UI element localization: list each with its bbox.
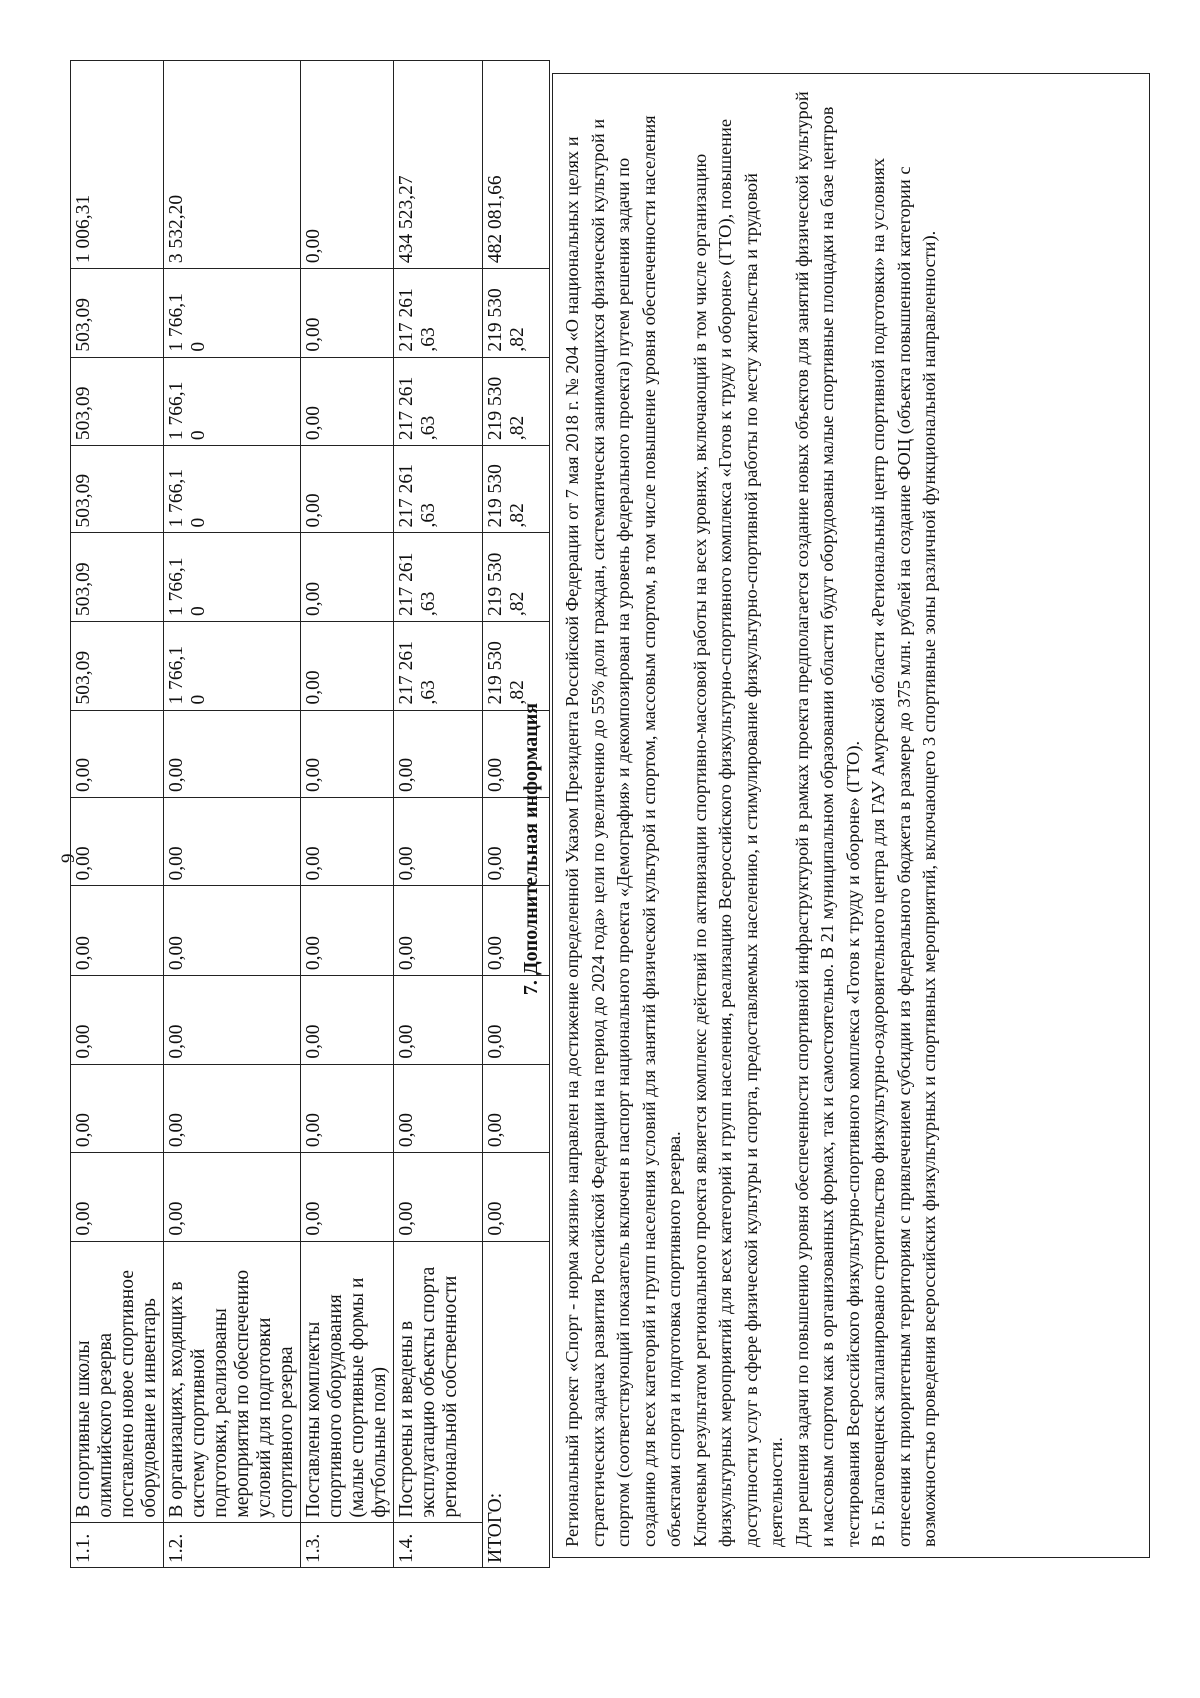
cell-value: 0,00 <box>73 1201 94 1236</box>
cell-value: 217 261 ,63 <box>396 552 439 617</box>
value-cell <box>71 1153 164 1242</box>
value-cell <box>164 61 301 269</box>
info-paragraph: Региональный проект «Спорт - норма жизни» направлен на достижение определенной Указом Президента Российской Федерации от 7 мая 2018 г. № 204 «О национальных целях и стратегических задачах развития Российской Федерации на период до 2024 года» цели по увеличению до 55% доли граждан, систематически занимающихся физической культурой и спортом (соответствующий показатель включен в паспорт национального проекта «Демография» и декомпозирован на уровень федерального проекта) путем решения задачи по созданию для всех категорий и групп населения условий для занятий физической культурой и спортом, массовым спортом, в том числе повышение уровня обеспеченности населения объектами спорта и подготовка спортивного резерва. <box>562 115 684 1547</box>
value-cell <box>394 533 483 622</box>
value-cell <box>164 1153 301 1242</box>
cell-value: 217 261 ,63 <box>396 464 439 528</box>
cell-value: 0,00 <box>303 581 324 617</box>
cell-value: 0,00 <box>485 1024 506 1059</box>
row-number: 1.1. <box>71 1522 164 1567</box>
value-cell <box>394 797 483 886</box>
row-number: 1.2. <box>164 1522 301 1567</box>
cell-value: 0,00 <box>485 757 506 792</box>
cell-value: 0,00 <box>303 493 324 528</box>
cell-value: 0,00 <box>166 935 187 971</box>
cell-value: 503,09 <box>73 562 94 617</box>
value-cell <box>71 797 164 886</box>
cell-value: 0,00 <box>73 1024 94 1059</box>
cell-value: 1 766,1 0 <box>166 469 209 528</box>
cell-value: 0,00 <box>485 1112 506 1148</box>
value-cell <box>301 976 394 1065</box>
value-cell <box>394 357 483 446</box>
cell-value: 0,00 <box>303 1112 324 1148</box>
cell-value: 0,00 <box>166 1024 187 1059</box>
value-cell <box>301 622 394 711</box>
value-cell <box>394 269 483 358</box>
cell-value: 503,09 <box>73 386 94 441</box>
cell-value: 1 766,1 0 <box>166 557 209 617</box>
cell-value: 0,00 <box>73 1112 94 1148</box>
cell-value: 219 530 ,82 <box>485 376 528 441</box>
value-cell <box>164 269 301 358</box>
value-cell <box>394 710 483 797</box>
cell-value: 0,00 <box>303 846 324 881</box>
value-cell <box>301 533 394 622</box>
value-cell <box>301 1153 394 1242</box>
value-cell <box>164 533 301 622</box>
cell-value: 3 532,20 <box>166 194 187 264</box>
value-cell <box>301 357 394 446</box>
cell-value: 0,00 <box>73 757 94 792</box>
value-cell <box>164 357 301 446</box>
cell-value: 1 766,1 0 <box>166 381 209 441</box>
cell-value: 0,00 <box>166 1201 187 1236</box>
cell-value: 434 523,27 <box>396 175 417 264</box>
additional-info-box <box>552 73 1150 1558</box>
cell-value: 0,00 <box>303 405 324 441</box>
cell-value: 0,00 <box>396 935 417 971</box>
cell-value: 219 530 ,82 <box>485 464 528 528</box>
value-cell <box>301 710 394 797</box>
row-number: 1.3. <box>301 1522 394 1567</box>
cell-value: 217 261 ,63 <box>396 288 439 352</box>
section-title: 7. Дополнительная информация <box>520 702 542 996</box>
table-row <box>394 61 483 1568</box>
value-cell <box>394 1064 483 1153</box>
row-description: Поставлены комплекты спортивного оборудования (малые спортивные формы и футбольные поля) <box>301 1241 394 1522</box>
value-cell <box>71 622 164 711</box>
cell-value: 0,00 <box>303 1024 324 1059</box>
value-cell <box>394 61 483 269</box>
cell-value: 0,00 <box>303 757 324 792</box>
cell-value: 0,00 <box>166 1112 187 1148</box>
cell-value: 0,00 <box>396 1201 417 1236</box>
cell-value: 217 261 ,63 <box>396 376 439 441</box>
cell-value: 0,00 <box>396 846 417 881</box>
cell-value: 0,00 <box>73 935 94 971</box>
cell-value: 1 006,31 <box>73 194 94 264</box>
value-cell <box>71 269 164 358</box>
value-cell <box>301 886 394 976</box>
table-row <box>164 61 301 1568</box>
cell-value: 0,00 <box>166 846 187 881</box>
cell-value: 219 530 ,82 <box>485 641 528 705</box>
cell-value: 0,00 <box>303 1201 324 1236</box>
info-paragraph: Для решения задачи по повышению уровня обеспеченности спортивной инфраструктурой в рамках проекта предполагается создание новых объектов для занятий физической культурой и массовым спортом как в организованных формах, так и самостоятельно. В 21 муниципальном образовании области будут оборудованы малые спортивные площадки на базе центров тестирования Всероссийского физкультурно-спортивного комплекса «Готов к труду и обороне» (ГТО). <box>791 91 863 1547</box>
value-cell <box>394 622 483 711</box>
value-cell <box>301 446 394 533</box>
cell-value: 0,00 <box>396 1024 417 1059</box>
value-cell <box>164 446 301 533</box>
value-cell <box>71 886 164 976</box>
value-cell <box>301 61 394 269</box>
cell-value: 0,00 <box>485 935 506 971</box>
value-cell <box>394 976 483 1065</box>
total-label: ИТОГО: <box>483 1241 550 1567</box>
value-cell <box>301 797 394 886</box>
row-number: 1.4. <box>394 1522 483 1567</box>
row-description: В спортивные школы олимпийского резерва поставлено новое спортивное оборудование и инвентарь <box>71 1241 164 1522</box>
cell-value: 0,00 <box>303 935 324 971</box>
cell-value: 1 766,1 0 <box>166 646 209 705</box>
cell-value: 503,09 <box>73 650 94 705</box>
table-row <box>71 61 164 1568</box>
cell-value: 0,00 <box>166 757 187 792</box>
cell-value: 0,00 <box>73 846 94 881</box>
value-cell <box>164 622 301 711</box>
value-cell <box>71 357 164 446</box>
value-cell <box>301 269 394 358</box>
value-cell <box>164 886 301 976</box>
cell-value: 1 766,1 0 <box>166 293 209 352</box>
cell-value: 0,00 <box>396 757 417 792</box>
value-cell <box>394 446 483 533</box>
info-paragraph: Ключевым результатом регионального проекта является комплекс действий по активизации спортивно-массовой работы на всех уровнях, включающий в том числе организацию физкультурных мероприятий для всех категорий и групп населения, реализацию Всероссийского физкультурно-спортивного комплекса «Готов к труду и обороне» (ГТО), повышение доступности услуг в сфере физической культуры и спорта, предоставляемых населению, и стимулирование физкультурно-спортивной работы по месту жительства и трудовой деятельности. <box>689 118 786 1547</box>
value-cell <box>71 533 164 622</box>
cell-value: 0,00 <box>485 846 506 881</box>
cell-value: 482 081,66 <box>485 175 506 264</box>
row-description: В организациях, входящих в систему спортивной подготовки, реализованы мероприятия по обеспечению условий для подготовки спортивного резерва <box>164 1241 301 1522</box>
cell-value: 0,00 <box>303 317 324 352</box>
cell-value: 503,09 <box>73 473 94 528</box>
cell-value: 0,00 <box>303 670 324 705</box>
cell-value: 0,00 <box>396 1112 417 1148</box>
value-cell <box>71 976 164 1065</box>
value-cell <box>394 1153 483 1242</box>
value-cell <box>301 1064 394 1153</box>
value-cell <box>71 1064 164 1153</box>
cell-value: 503,09 <box>73 297 94 352</box>
cell-value: 0,00 <box>303 228 324 264</box>
value-cell <box>71 446 164 533</box>
value-cell <box>71 61 164 269</box>
table-row <box>301 61 394 1568</box>
value-cell <box>164 797 301 886</box>
row-description: Построены и введены в эксплуатацию объекты спорта региональной собственности <box>394 1241 483 1522</box>
page-number: 9 <box>58 853 79 863</box>
value-cell <box>71 710 164 797</box>
value-cell <box>394 886 483 976</box>
info-paragraph: В г. Благовещенск запланировано строительство физкультурно-оздоровительного центра для ГАУ Амурской области «Региональный центр спортивной подготовки» на условиях отнесения к приоритетным территориям с привлечением субсидии из федерального бюджета в размере до 375 млн. рублей на создание ФОЦ (объекта повышенной категории с возможностью проведения всероссийских физкультурных и спортивных мероприятий, включающего 3 спортивные зоны различной функциональной направленности). <box>868 157 939 1547</box>
cell-value: 217 261 ,63 <box>396 641 439 705</box>
budget-table <box>70 60 550 1568</box>
value-cell <box>164 1064 301 1153</box>
value-cell <box>164 976 301 1065</box>
cell-value: 0,00 <box>485 1201 506 1236</box>
cell-value: 219 530 ,82 <box>485 288 528 352</box>
value-cell <box>164 710 301 797</box>
cell-value: 219 530 ,82 <box>485 552 528 617</box>
